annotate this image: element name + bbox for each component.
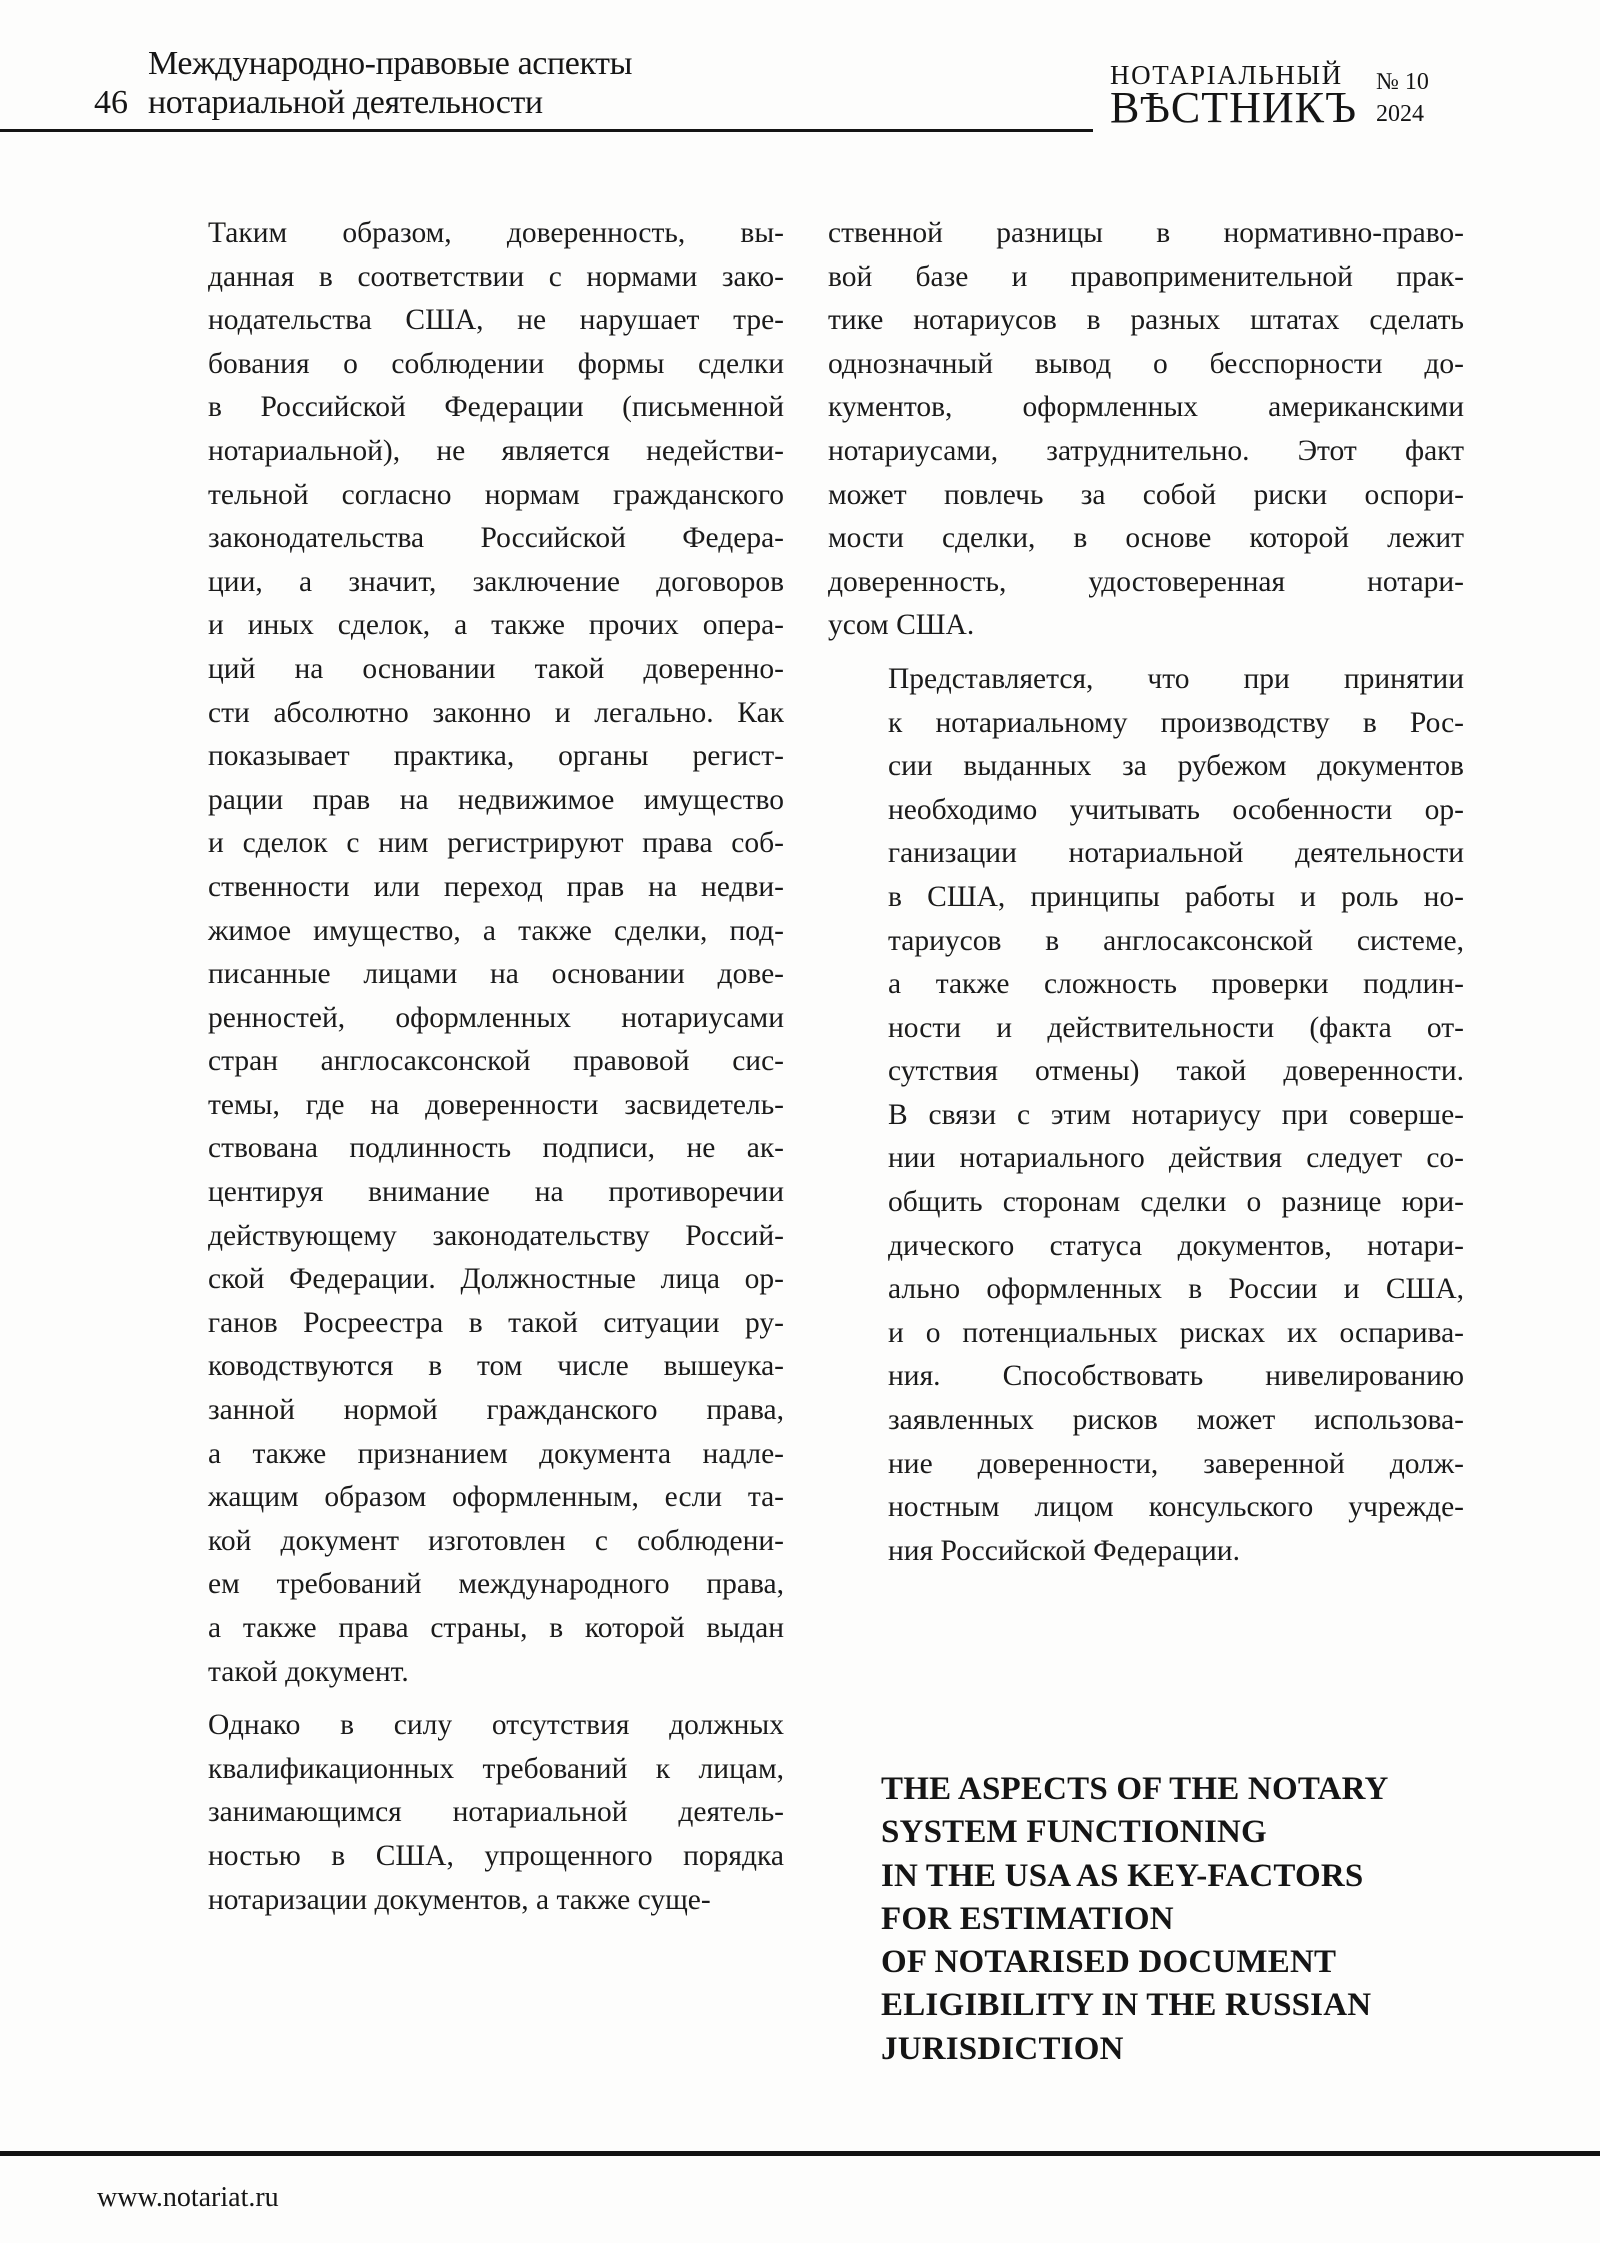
- masthead-bottom: ВѢСТНИКЪ: [1110, 83, 1358, 132]
- paragraph: [148, 212, 784, 1694]
- text-line: темы, где на доверенности засвидетель-: [208, 1088, 784, 1121]
- text-line: ем требований международного права,: [208, 1568, 784, 1601]
- text-line: ностью в США, упрощенного порядка: [208, 1839, 784, 1872]
- text-line: законодательства Российской Федера-: [208, 522, 784, 555]
- text-line: и сделок с ним регистрируют права соб-: [208, 827, 784, 860]
- text-line: ностным лицом консульского учрежде-: [888, 1491, 1464, 1524]
- text-line: ганизации нотариальной деятельности: [888, 837, 1464, 870]
- title-line: OF NOTARISED DOCUMENT: [881, 1944, 1337, 1981]
- text-line: действующему законодательству Россий-: [208, 1219, 784, 1252]
- website-link[interactable]: www.notariat.ru: [97, 2182, 279, 2213]
- text-line: центируя внимание на противоречии: [208, 1176, 784, 1209]
- english-article-title: [881, 1768, 1481, 2071]
- text-line: Представляется, что при принятии: [888, 662, 1464, 695]
- text-line: ренностей, оформленных нотариусами: [208, 1001, 784, 1034]
- section-title: [148, 44, 632, 122]
- text-line: общить сторонам сделки о разнице юри-: [888, 1186, 1464, 1219]
- title-line: ELIGIBILITY IN THE RUSSIAN: [881, 1987, 1372, 2024]
- text-line: в Российской Федерации (письменной: [208, 391, 784, 424]
- section-title-line-2: нотариальной деятельности: [148, 84, 543, 121]
- text-line: тариусов в англосаксонской системе,: [888, 924, 1464, 957]
- text-line: необходимо учитывать особенности ор-: [888, 793, 1464, 826]
- text-line: мости сделки, в основе которой лежит: [828, 522, 1464, 555]
- text-line: тельной согласно нормам гражданского: [208, 478, 784, 511]
- text-line: нии нотариального действия следует со-: [888, 1142, 1464, 1175]
- text-line: Таким образом, доверенность, вы-: [208, 217, 784, 249]
- text-line: ганов Росреестра в такой ситуации ру-: [208, 1306, 784, 1339]
- text-line: ственности или переход прав на недви-: [208, 870, 784, 903]
- paragraph: [828, 212, 1464, 648]
- text-line: вой базе и правоприменительной прак-: [828, 260, 1464, 293]
- page-number: 46: [94, 84, 128, 121]
- text-line: ций на основании такой доверенно-: [208, 652, 784, 685]
- text-line: жащим образом оформленным, если та-: [208, 1481, 784, 1514]
- text-line: кументов, оформленных американскими: [828, 391, 1464, 424]
- text-line: дического статуса документов, нотари-: [888, 1229, 1464, 1262]
- text-line: ности и действительности (факта от-: [888, 1011, 1464, 1044]
- text-line: а также признанием документа надле-: [208, 1437, 784, 1470]
- text-line: в США, принципы работы и роль но-: [888, 880, 1464, 913]
- text-line: ственной разницы в нормативно-право-: [828, 217, 1464, 249]
- text-line: занной нормой гражданского права,: [208, 1394, 784, 1427]
- text-line: ально оформленных в России и США,: [888, 1273, 1464, 1306]
- text-line: Однако в силу отсутствия должных: [208, 1709, 784, 1742]
- text-line: усом США.: [828, 609, 975, 642]
- left-column: [148, 212, 784, 1922]
- paragraph: [828, 658, 1464, 1573]
- text-line: квалификационных требований к лицам,: [208, 1752, 784, 1785]
- title-line: FOR ESTIMATION: [881, 1900, 1174, 1937]
- text-line: ской Федерации. Должностные лица ор-: [208, 1263, 784, 1296]
- title-line: SYSTEM FUNCTIONING: [881, 1814, 1267, 1851]
- text-line: занимающимся нотариальной деятель-: [208, 1796, 784, 1829]
- title-line: JURISDICTION: [881, 2030, 1124, 2067]
- text-line: жимое имущество, а также сделки, под-: [208, 914, 784, 947]
- issue-year: 2024: [1376, 101, 1424, 127]
- masthead-top: НОТАРІАЛЬНЫЙ: [1110, 60, 1343, 90]
- text-line: ствована подлинность подписи, не ак-: [208, 1132, 784, 1165]
- text-line: нотаризации документов, а также суще-: [208, 1883, 711, 1916]
- text-line: ния Российской Федерации.: [888, 1534, 1240, 1567]
- text-line: нотариальной), не является недействи-: [208, 434, 784, 467]
- text-line: бования о соблюдении формы сделки: [208, 347, 784, 380]
- text-line: сти абсолютно законно и легально. Как: [208, 696, 784, 729]
- paragraph: [148, 1704, 784, 1922]
- text-line: такой документ.: [208, 1655, 409, 1688]
- text-line: В связи с этим нотариусу при соверше-: [888, 1098, 1464, 1131]
- journal-masthead: [1110, 60, 1358, 132]
- text-line: ния. Способствовать нивелированию: [888, 1360, 1464, 1393]
- text-line: ние доверенности, заверенной долж-: [888, 1447, 1464, 1480]
- text-line: сутствия отмены) такой доверенности.: [888, 1055, 1464, 1088]
- issue-number: № 10: [1376, 69, 1429, 95]
- text-line: а также права страны, в которой выдан: [208, 1612, 784, 1644]
- text-line: ции, а значит, заключение договоров: [208, 565, 784, 598]
- text-line: тике нотариусов в разных штатах сделать: [828, 304, 1464, 337]
- text-line: кой документ изготовлен с соблюдени-: [208, 1524, 784, 1557]
- text-line: писанные лицами на основании дове-: [208, 958, 784, 991]
- section-title-line-1: Международно-правовые аспекты: [148, 45, 633, 82]
- text-line: нотариусами, затруднительно. Этот факт: [828, 434, 1464, 467]
- text-line: нодательства США, не нарушает тре-: [208, 304, 784, 337]
- issue-info: [1376, 66, 1429, 130]
- text-line: ководствуются в том числе вышеука-: [208, 1350, 784, 1383]
- text-line: стран англосаксонской правовой сис-: [208, 1045, 784, 1078]
- text-line: заявленных рисков может использова-: [888, 1404, 1464, 1437]
- text-line: и о потенциальных рисках их оспарива-: [888, 1316, 1464, 1349]
- text-line: однозначный вывод о бесспорности до-: [828, 347, 1464, 380]
- title-line: THE ASPECTS OF THE NOTARY: [881, 1771, 1389, 1807]
- text-line: сии выданных за рубежом документов: [888, 750, 1464, 783]
- text-line: данная в соответствии с нормами зако-: [208, 260, 784, 293]
- text-line: к нотариальному производству в Рос-: [888, 706, 1464, 739]
- text-line: показывает практика, органы регист-: [208, 740, 784, 773]
- title-line: IN THE USA AS KEY-FACTORS: [881, 1857, 1364, 1894]
- header-rule: [0, 129, 1093, 132]
- text-line: и иных сделок, а также прочих опера-: [208, 609, 784, 642]
- text-line: рации прав на недвижимое имущество: [208, 783, 784, 816]
- right-column: [828, 212, 1464, 1573]
- text-line: может повлечь за собой риски оспори-: [828, 478, 1464, 511]
- footer-rule: [0, 2151, 1600, 2156]
- text-line: а также сложность проверки подлин-: [888, 968, 1464, 1001]
- text-line: доверенность, удостоверенная нотари-: [828, 565, 1464, 598]
